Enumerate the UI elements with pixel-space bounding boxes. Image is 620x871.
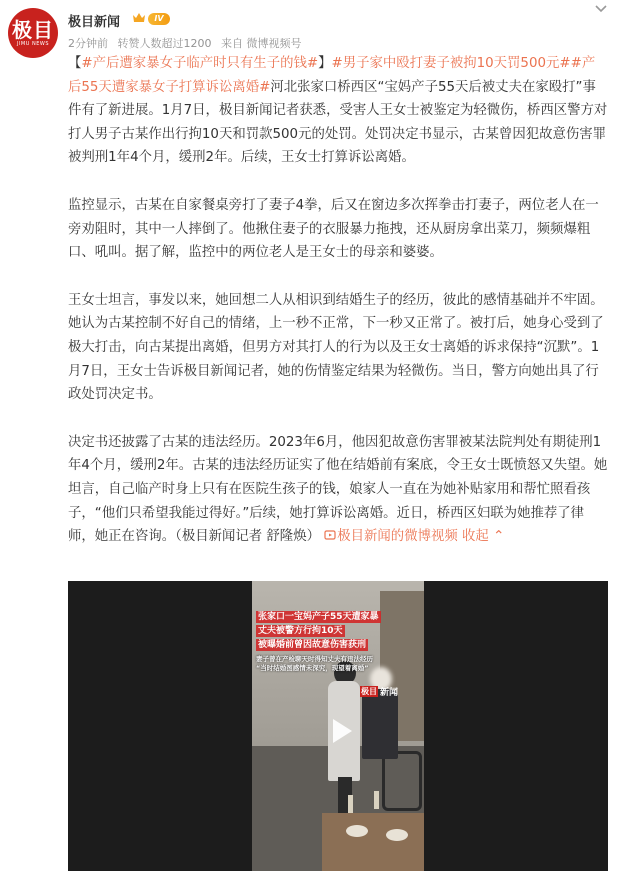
video-caption-3: 被曝婚前曾因故意伤害获刑 — [258, 640, 367, 650]
collapse-label: 收起 — [462, 529, 489, 545]
paragraph-1-text: 河北张家口桥西区“宝妈产子55天后被丈夫在家殴打”事件有了新进展。1月7日，极目新闻记者获悉，受害人王女士被鉴定为轻微伤，桥西区警方对打人男子古某作出行拘10天和罚款500元的处罚。处罚决定书显示，古某曾因犯故意伤害罪被判刑1年4个月，缓刑2年。后续，王女士打算诉讼离婚。 — [68, 79, 608, 166]
post-meta — [68, 35, 308, 51]
video-frame — [252, 581, 424, 871]
video-scene-table — [322, 813, 424, 871]
video-scene-bottle — [348, 795, 353, 813]
play-icon[interactable] — [322, 713, 358, 749]
paragraph-1 — [68, 52, 608, 170]
video-scene-chair — [382, 751, 422, 811]
collapse-button[interactable] — [462, 529, 504, 544]
video-scene-person — [362, 689, 398, 759]
paragraph-2: 监控显示，古某在自家餐桌旁打了妻子4拳，后又在窗边多次挥拳击打妻子，两位老人在一旁劝阻时，其中一人摔倒了。他揪住妻子的衣服暴力拖拽，还从厨房拿出菜刀，频频爆粗口、吼叫。据了解，监控中的两位老人是王女士的母亲和婆婆。 — [68, 197, 599, 261]
video-caption-2: 丈夫被警方行拘10天 — [258, 626, 343, 636]
avatar[interactable] — [8, 8, 58, 58]
topic-link-1[interactable]: #产后遭家暴女子临产时只有生子的钱# — [81, 56, 319, 71]
level-badge: IV — [148, 13, 170, 25]
crown-badge-icon — [132, 11, 146, 25]
video-scene-plate — [386, 829, 408, 841]
paragraph-3: 王女士坦言，事发以来，她回想二人从相识到结婚生子的经历，彼此的感情基础并不牢固。她认为古某控制不好自己的情绪，上一秒不正常，下一秒又正常了。被打后，她身心受到了极大打击，向古某提出离婚，但男方对其打人的行为以及王女士离婚的诉求保持“沉默”。1月7日，王女士告诉极目新闻记者，她的伤情鉴定结果为轻微伤。当日，警方向她出具了行政处罚决定书。 — [68, 292, 604, 403]
video-player[interactable] — [68, 581, 608, 871]
video-caption-4: 妻子曾在产检聊天时得知丈夫有违法经历 — [256, 655, 373, 663]
bracket-close: 】 — [318, 56, 332, 71]
video-link[interactable] — [324, 529, 462, 544]
video-caption-5: “当时结婚图感情未深究，现望着离婚” — [256, 664, 369, 672]
post-source[interactable]: 来自 微博视频号 — [221, 37, 302, 50]
video-watermark — [360, 685, 398, 698]
more-icon[interactable] — [592, 2, 610, 16]
video-caption-1: 张家口一宝妈产子55天遭家暴 — [258, 612, 379, 622]
avatar-logo-sub: JIMU NEWS — [16, 40, 50, 47]
video-scene-bottle — [374, 791, 379, 809]
topic-link-3[interactable]: #产后55天遭家暴女子打算诉讼离婚# — [68, 56, 596, 95]
post-body — [68, 52, 608, 573]
watermark-text: 新闻 — [380, 688, 399, 698]
topic-link-2[interactable]: #男子家中殴打妻子被拘10天罚500元# — [331, 56, 571, 71]
post-header — [0, 0, 620, 60]
watermark-logo: 极目 — [361, 687, 377, 696]
avatar-logo: 极目 — [12, 17, 54, 42]
video-link-label: 极目新闻的微博视频 — [337, 529, 458, 545]
video-link-icon — [324, 529, 336, 541]
paragraph-4-text: 决定书还披露了古某的违法经历。2023年6月，他因犯故意伤害罪被某法院判处有期徒刑1年4个月，缓刑2年。古某的违法经历证实了他在结婚前有案底，令王女士既愤怒又失望。她坦言，自己临产时身上只有在医院生孩子的钱，娘家人一直在为她补贴家用和帮忙照看孩子，“他们只希望我能过得好。”后续，她打算诉讼离婚。近日，桥西区妇联为她推荐了律师，她正在咨询。（极目新闻记者 舒隆焕） — [68, 434, 608, 545]
collapse-arrow-icon: ⌃ — [493, 529, 505, 545]
bracket-open: 【 — [68, 56, 82, 71]
paragraph-4 — [68, 431, 608, 549]
account-name[interactable]: 极目新闻 — [68, 15, 121, 30]
post-likes-summary: 转赞人数超过1200 — [117, 37, 212, 50]
post-time: 2分钟前 — [68, 37, 108, 50]
video-scene-plate — [346, 825, 368, 837]
